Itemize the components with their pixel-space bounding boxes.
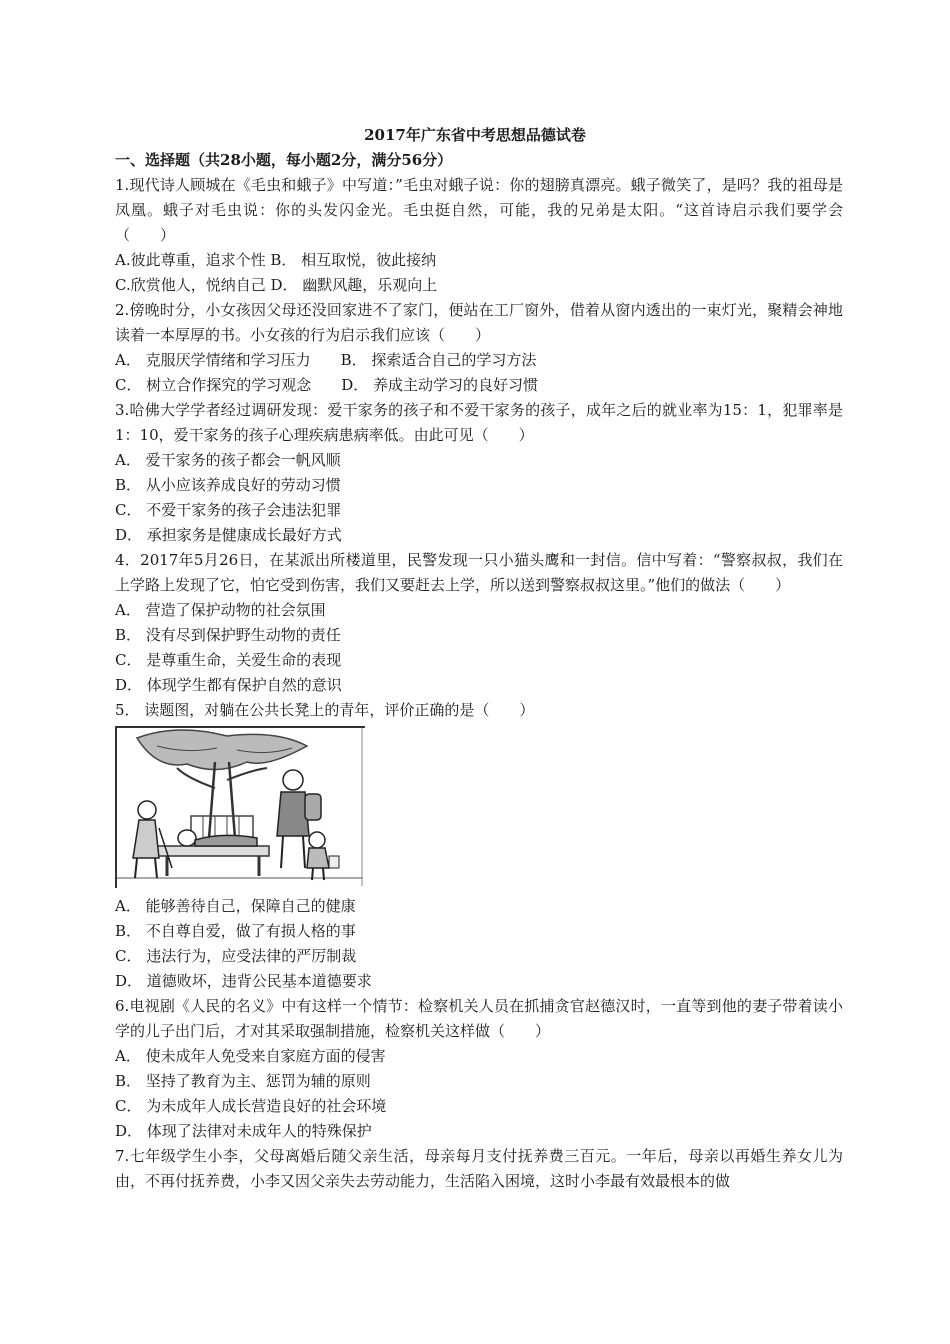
question-2	[115, 298, 843, 398]
option-line: C.欣赏他人，悦纳自己 D． 幽默风趣，乐观向上	[115, 276, 438, 294]
option-c: C． 为未成年人成长营造良好的社会环境	[115, 1097, 387, 1115]
option-c: C． 违法行为，应受法律的严厉制裁	[115, 947, 357, 965]
question-stem: 3.哈佛大学学者经过调研发现：爱干家务的孩子和不爱干家务的孩子，成年之后的就业率为15：1，犯罪率是1：10，爱干家务的孩子心理疾病患病率低。由此可见（ ）	[115, 401, 843, 444]
question-stem: 7.七年级学生小李，父母离婚后随父亲生活，母亲每月支付抚养费三百元。一年后，母亲以再婚生养女儿为由，不再付抚养费，小李又因父亲失去劳动能力，生活陷入困境，这时小李最有效最根本的做	[115, 1147, 843, 1190]
exam-content	[115, 148, 843, 1194]
section-heading: 一、选择题（共28小题，每小题2分，满分56分）	[115, 151, 453, 169]
option-a: A． 营造了保护动物的社会氛围	[115, 601, 326, 619]
question-6	[115, 994, 843, 1144]
question-1	[115, 173, 843, 298]
option-line: A． 克服厌学情绪和学习压力 B． 探索适合自己的学习方法	[115, 351, 537, 369]
option-d: D． 道德败坏，违背公民基本道德要求	[115, 972, 372, 990]
question-5	[115, 698, 843, 994]
option-a: A． 爱干家务的孩子都会一帆风顺	[115, 451, 341, 469]
question-stem: 2.傍晚时分，小女孩因父母还没回家进不了家门，便站在工厂窗外，借着从窗内透出的一束灯光，聚精会神地读着一本厚厚的书。小女孩的行为启示我们应该（ ）	[115, 301, 843, 344]
option-b: B． 没有尽到保护野生动物的责任	[115, 626, 341, 644]
question-stem: 5． 读题图，对躺在公共长凳上的青年，评价正确的是（ ）	[115, 701, 535, 719]
question-stem: 1.现代诗人顾城在《毛虫和蛾子》中写道：”毛虫对蛾子说：你的翅膀真漂亮。蛾子微笑了，是吗？我的祖母是凤凰。蛾子对毛虫说：你的头发闪金光。毛虫挺自然，可能，我的兄弟是太阳。“这首诗启示我们要学会（ ）	[115, 176, 843, 244]
option-line: A.彼此尊重，追求个性 B． 相互取悦，彼此接纳	[115, 251, 437, 269]
option-d: D． 体现学生都有保护自然的意识	[115, 676, 342, 694]
option-b: B． 不自尊自爱，做了有损人格的事	[115, 922, 356, 940]
cartoon-figure	[115, 726, 365, 888]
bench-cartoon-illustration	[117, 728, 363, 886]
option-line: C． 树立合作探究的学习观念 D． 养成主动学习的良好习惯	[115, 376, 539, 394]
option-b: B． 从小应该养成良好的劳动习惯	[115, 476, 341, 494]
option-c: C． 是尊重生命，关爱生命的表现	[115, 651, 342, 669]
question-stem: 4．2017年5月26日，在某派出所楼道里，民警发现一只小猫头鹰和一封信。信中写着：“警察叔叔，我们在上学路上发现了它，怕它受到伤害，我们又要赶去上学，所以送到警察叔叔这里。”他们的做法（ ）	[115, 551, 843, 594]
question-stem: 6.电视剧《人民的名义》中有这样一个情节：检察机关人员在抓捕贪官赵德汉时，一直等到他的妻子带着读小学的儿子出门后，才对其采取强制措施，检察机关这样做（ ）	[115, 997, 843, 1040]
question-3	[115, 398, 843, 548]
question-4	[115, 548, 843, 698]
option-a: A． 能够善待自己，保障自己的健康	[115, 897, 356, 915]
page-title: 2017年广东省中考思想品德试卷	[364, 126, 586, 144]
question-7	[115, 1144, 843, 1194]
option-c: C． 不爱干家务的孩子会违法犯罪	[115, 501, 342, 519]
option-d: D． 承担家务是健康成长最好方式	[115, 526, 342, 544]
option-d: D． 体现了法律对未成年人的特殊保护	[115, 1122, 372, 1140]
option-a: A． 使未成年人免受来自家庭方面的侵害	[115, 1047, 386, 1065]
option-b: B． 坚持了教育为主、惩罚为辅的原则	[115, 1072, 371, 1090]
